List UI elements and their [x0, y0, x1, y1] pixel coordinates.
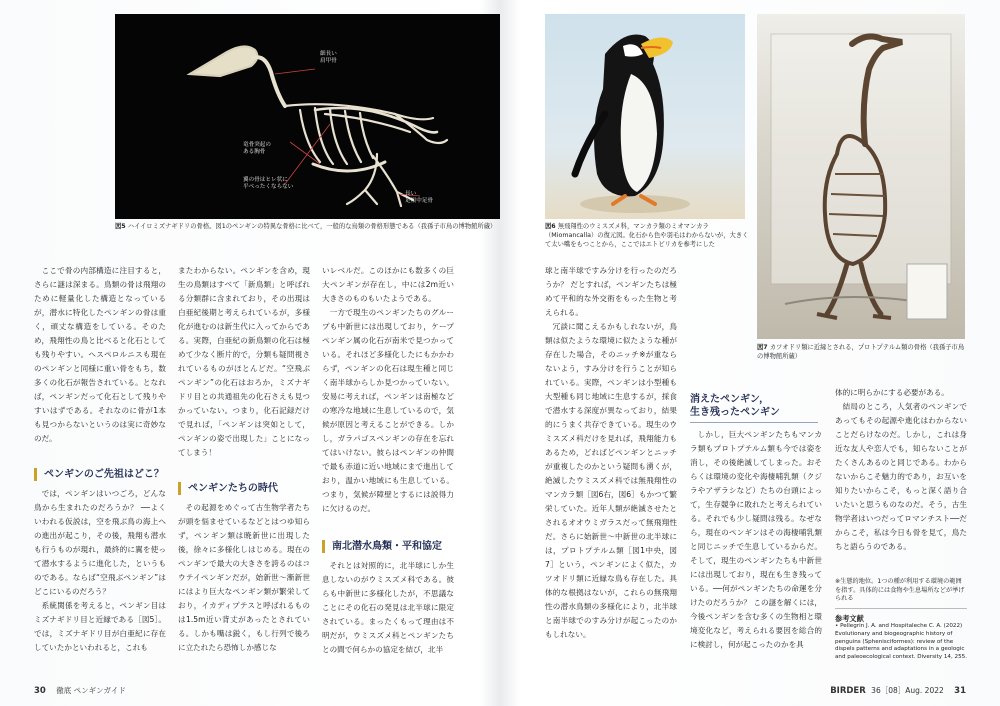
skeleton-illustration — [115, 14, 500, 219]
figure-7-plotopterid-skeleton-photo — [757, 14, 965, 339]
section-heading-penguin-era: ペンギンたちの時代 — [178, 482, 316, 495]
text-column-5 — [690, 428, 822, 673]
paragraph: その起源をめぐって古生物学者たちが頭を悩ませているなどとはつゆ知らず，ペンギン類は暁新世に出現した後，徐々に多様化しはじめる。現在のペンギンで最大の大きさを誇るのはコウテイペンギンだが，始新世〜漸新世にはより巨大なペンギン類が繁栄しており，イカディプテスと呼ばれるものは1.5m近い背丈があったとされている。しかも嘴は鋭く，もし行列で後ろに立たれたら恐怖しか感じな — [178, 503, 310, 652]
paragraph: 冗談に聞こえるかもしれないが，鳥類は似たような環境に似たような種が存在した場合，そのニッチ※が重ならないよう，すみ分けを行うことが知られている。実際，ペンギンは小型種も大型種も同じ地域に生息するが，採食で潜水する深度が異なっており，結果的にうまく共存できている。現生のウミスズメ科だけを見れば，飛翔能力もあるため，どればどペンギンとニッチが重複したのかという疑問も湧くが，絶滅したウミスズメ科では無飛翔性のマンカラ類［図6右，図6］もかつて繁栄していた。近年人類が絶滅させたとされるオオウミガラスだって無飛翔性だ。さらに始新世〜中新世の北半球には，プロトプテルム類［図1中央，図7］という，ペンギンによく似た，カツオドリ類に近縁な鳥も存在した。具体的な根拠はないが，これらの無飛翔性の潜水鳥類の多様化により，北半球と南半球でのすみ分けが起こったのかもしれない。 — [545, 322, 677, 639]
fig5-label-tarsometatarsus: 長い 足根中足骨 — [405, 191, 433, 204]
museum-display-illustration — [757, 14, 965, 339]
fig7-caption-number: 図7 — [757, 344, 768, 351]
paragraph: しかし，巨大ペンギンたちもマンカラ類もプロトプテルム類も今では姿を消し，その後絶滅してしまった。おそらくは環境の変化や海棲哺乳類（クジラやアザラシなど）たちの台頭によって，生存競争に敗れたと考えられている。それでも少し疑問は残る。なぜなら，現在のペンギンはその海棲哺乳類と同じニッチで生息しているからだ。そして，現生のペンギンたちも中新世には出現しており，現在も生き残っている。──何がペンギンたちの命運を分けたのだろうか？ この謎を解くには，今後ペンギンを含む多くの生物相と環境変化など，考えられる要因を総合的に検討し，何が起こったのかを具 — [690, 430, 822, 649]
page-number-left: 30 — [34, 686, 46, 696]
paragraph: 一方で現生のペンギンたちのグループも中新世には出現しており，ケープペンギン属の化石が南米で見つかっている。それほど多様化したにもかかわらず，ペンギンの化石は現生種と同じく南半球からしか見つかっていない。安易に考えれば，ペンギンは南極などの寒冷な地域に生息しているので，気候が原因と考えることができる。しかし，ガラパゴスペンギンの存在を忘れてはいけない。彼らはペンギンの仲間で最も赤道に近い地域にまで進出しており，温かい地域にも生息している。つまり，気候が障壁とするには説得力に欠けるのだ。 — [322, 308, 454, 513]
text-column-1b — [34, 487, 166, 673]
fig5-label-sternum: 竜骨突起の ある胸骨 — [243, 142, 271, 155]
footer-left-text: 徹底 ペンギンガイド — [56, 686, 126, 695]
text-column-3b — [322, 559, 454, 673]
figure-6-caption — [545, 222, 750, 249]
paragraph: 結局のところ，人気者のペンギンであってもその起源や進化はわからないことだらけなのだ。しかし，これは身近な友人や恋人でも，知らないことがたくさんあるのと同じである。わからないからこそ魅力的であり，お互いを知りたいからこそ，もっと深く語り合いたいと思うものなのだ。そう，古生物学者はいつだってロマンチスト──だからこそ，私は今日も骨を見て，鳥たちと語らうのである。 — [835, 402, 967, 551]
fig7-caption-text: カツオドリ類に近縁とされる，プロトプテルム類の骨格（我孫子市鳥の博物館所蔵） — [757, 344, 965, 360]
notes-and-references — [835, 578, 967, 661]
figure-5-skeleton-photo — [115, 14, 500, 219]
text-column-6 — [835, 386, 967, 572]
footer-right — [830, 685, 966, 696]
paragraph: またわからない。ペンギンを含め，現生の鳥類はすべて「新鳥類」と呼ばれる分類群に含まれており，その出現は白亜紀後期と考えられているが，多様化が進むのは新生代に入ってからである。実際，白亜紀の新鳥類の化石は極めて少なく断片的で，分類も疑問視されているものがほとんどだ。“空飛ぶペンギン”の化石はおろか，ミズナギドリ目との共通祖先の化石さえも見つかっていない。つまり，化石記録だけで見れば，「ペンギンは突如として，ペンギンの姿で出現した」ことになってしまう！ — [178, 266, 310, 457]
fig5-caption-text: ハイイロミズナギドリの骨格。図1のペンギンの特異な骨格に比べて，一般的な鳥類の骨格形態である（我孫子市鳥の博物館所蔵） — [127, 223, 497, 230]
page-number-right: 31 — [954, 686, 966, 696]
text-column-2 — [178, 264, 310, 478]
footnote-niche: ※生態的地位。1つの種が利用する環境の範囲を指す。具体的には食物や生息場所などが挙げられる — [835, 578, 967, 609]
references-title: 参考文献 — [835, 613, 864, 623]
footer-left — [34, 685, 126, 696]
footer-issue: 36［08］Aug. 2022 — [871, 686, 944, 695]
figure-5-caption — [115, 222, 500, 231]
fig6-caption-text: 無飛翔性のウミスズメ科，マンカラ類のミオマンカラ（Miomancalla）の復元図。化石から色や羽毛はわからないが，大きくて太い嘴をもつことから，ここではエトピリカを参考にした — [545, 223, 749, 248]
paragraph: ここで骨の内部構造に注目すると，さらに謎は深まる。鳥類の骨は飛翔のために軽量化した構造となっているが，潜水に特化したペンギンの骨は重く，頑丈な構造をしている。そのため，飛翔性の鳥と比べると化石としても残りやすい。ヘスペロルニスも現在のペンギンと同様に重い骨をもち，数多くの化石が報告されている。となれば，ペンギンだって化石として残りやすいはずである。それなのに骨が1本も見つからないというのは実に奇妙なのだ。 — [34, 266, 166, 443]
paragraph: では，ペンギンはいつごろ，どんな鳥から生まれたのだろうか？ ──よくいわれる仮説は，空を飛ぶ鳥の海上への進出が起こり，その後，飛翔も潜水も行うものが現れ，最終的に翼を使って潜水するように進化した，というものである。ならば“空飛ぶペンギン”はどこにいるのだろう？ — [34, 489, 166, 596]
fig6-caption-number: 図6 — [545, 223, 556, 230]
fig5-label-scapula: 細長い 肩甲骨 — [320, 51, 337, 64]
reference-entry: • Pellegrin J. A. and Hospitaleche C. A. (2022) Evolutionary and biogeographic history of penguins (Sphenisciformes): review of the dispels patterns and adaptations in a geologic and paleoecological context. Diversity 14, 255. — [835, 623, 967, 660]
section-heading-vanished-penguins: 消えたペンギン， 生き残ったペンギン — [690, 393, 818, 423]
text-column-3 — [322, 264, 454, 534]
section-heading-penguin-ancestor: ペンギンのご先祖はどこ？ — [34, 468, 172, 481]
footer-brand: BIRDER — [830, 686, 866, 696]
text-column-4 — [545, 264, 677, 673]
paragraph: いレベルだ。このほかにも数多くの巨大ペンギンが存在し，中には2m近い大きさのものもいたようである。 — [322, 266, 454, 303]
figure-7-caption — [757, 343, 967, 361]
paragraph: 系統関係を考えると，ペンギン目はミズナギドリ目と近縁である［図5］。では，ミズナギドリ目が白亜紀に存在していたかといわれると，これも — [34, 601, 166, 652]
fig5-caption-number: 図5 — [115, 223, 126, 230]
paragraph: 体的に明らかにする必要がある。 — [835, 388, 949, 397]
figure-6-miomancalla-illustration — [545, 14, 745, 219]
paragraph: それとは対照的に，北半球にしか生息しないのがウミスズメ科である。彼らも中新世に多様化したが，不思議なことにその化石の発見は北半球に限定されている。まったくもって理由は不明だが，ウミスズメ科とペンギンたちとの間で何らかの協定を結び，北半 — [322, 561, 454, 654]
text-column-2b — [178, 501, 310, 673]
bird-illustration — [545, 14, 745, 219]
paragraph: 球と南半球ですみ分けを行ったのだろうか？ だとすれば，ペンギンたちは極めて平和的な外交術をもった生物と考えられる。 — [545, 266, 677, 317]
section-heading-north-south-treaty: 南北潜水鳥類・平和協定 — [322, 540, 460, 553]
fig5-label-wing: 翼の骨はヒレ状に 平べったくならない — [243, 177, 294, 190]
